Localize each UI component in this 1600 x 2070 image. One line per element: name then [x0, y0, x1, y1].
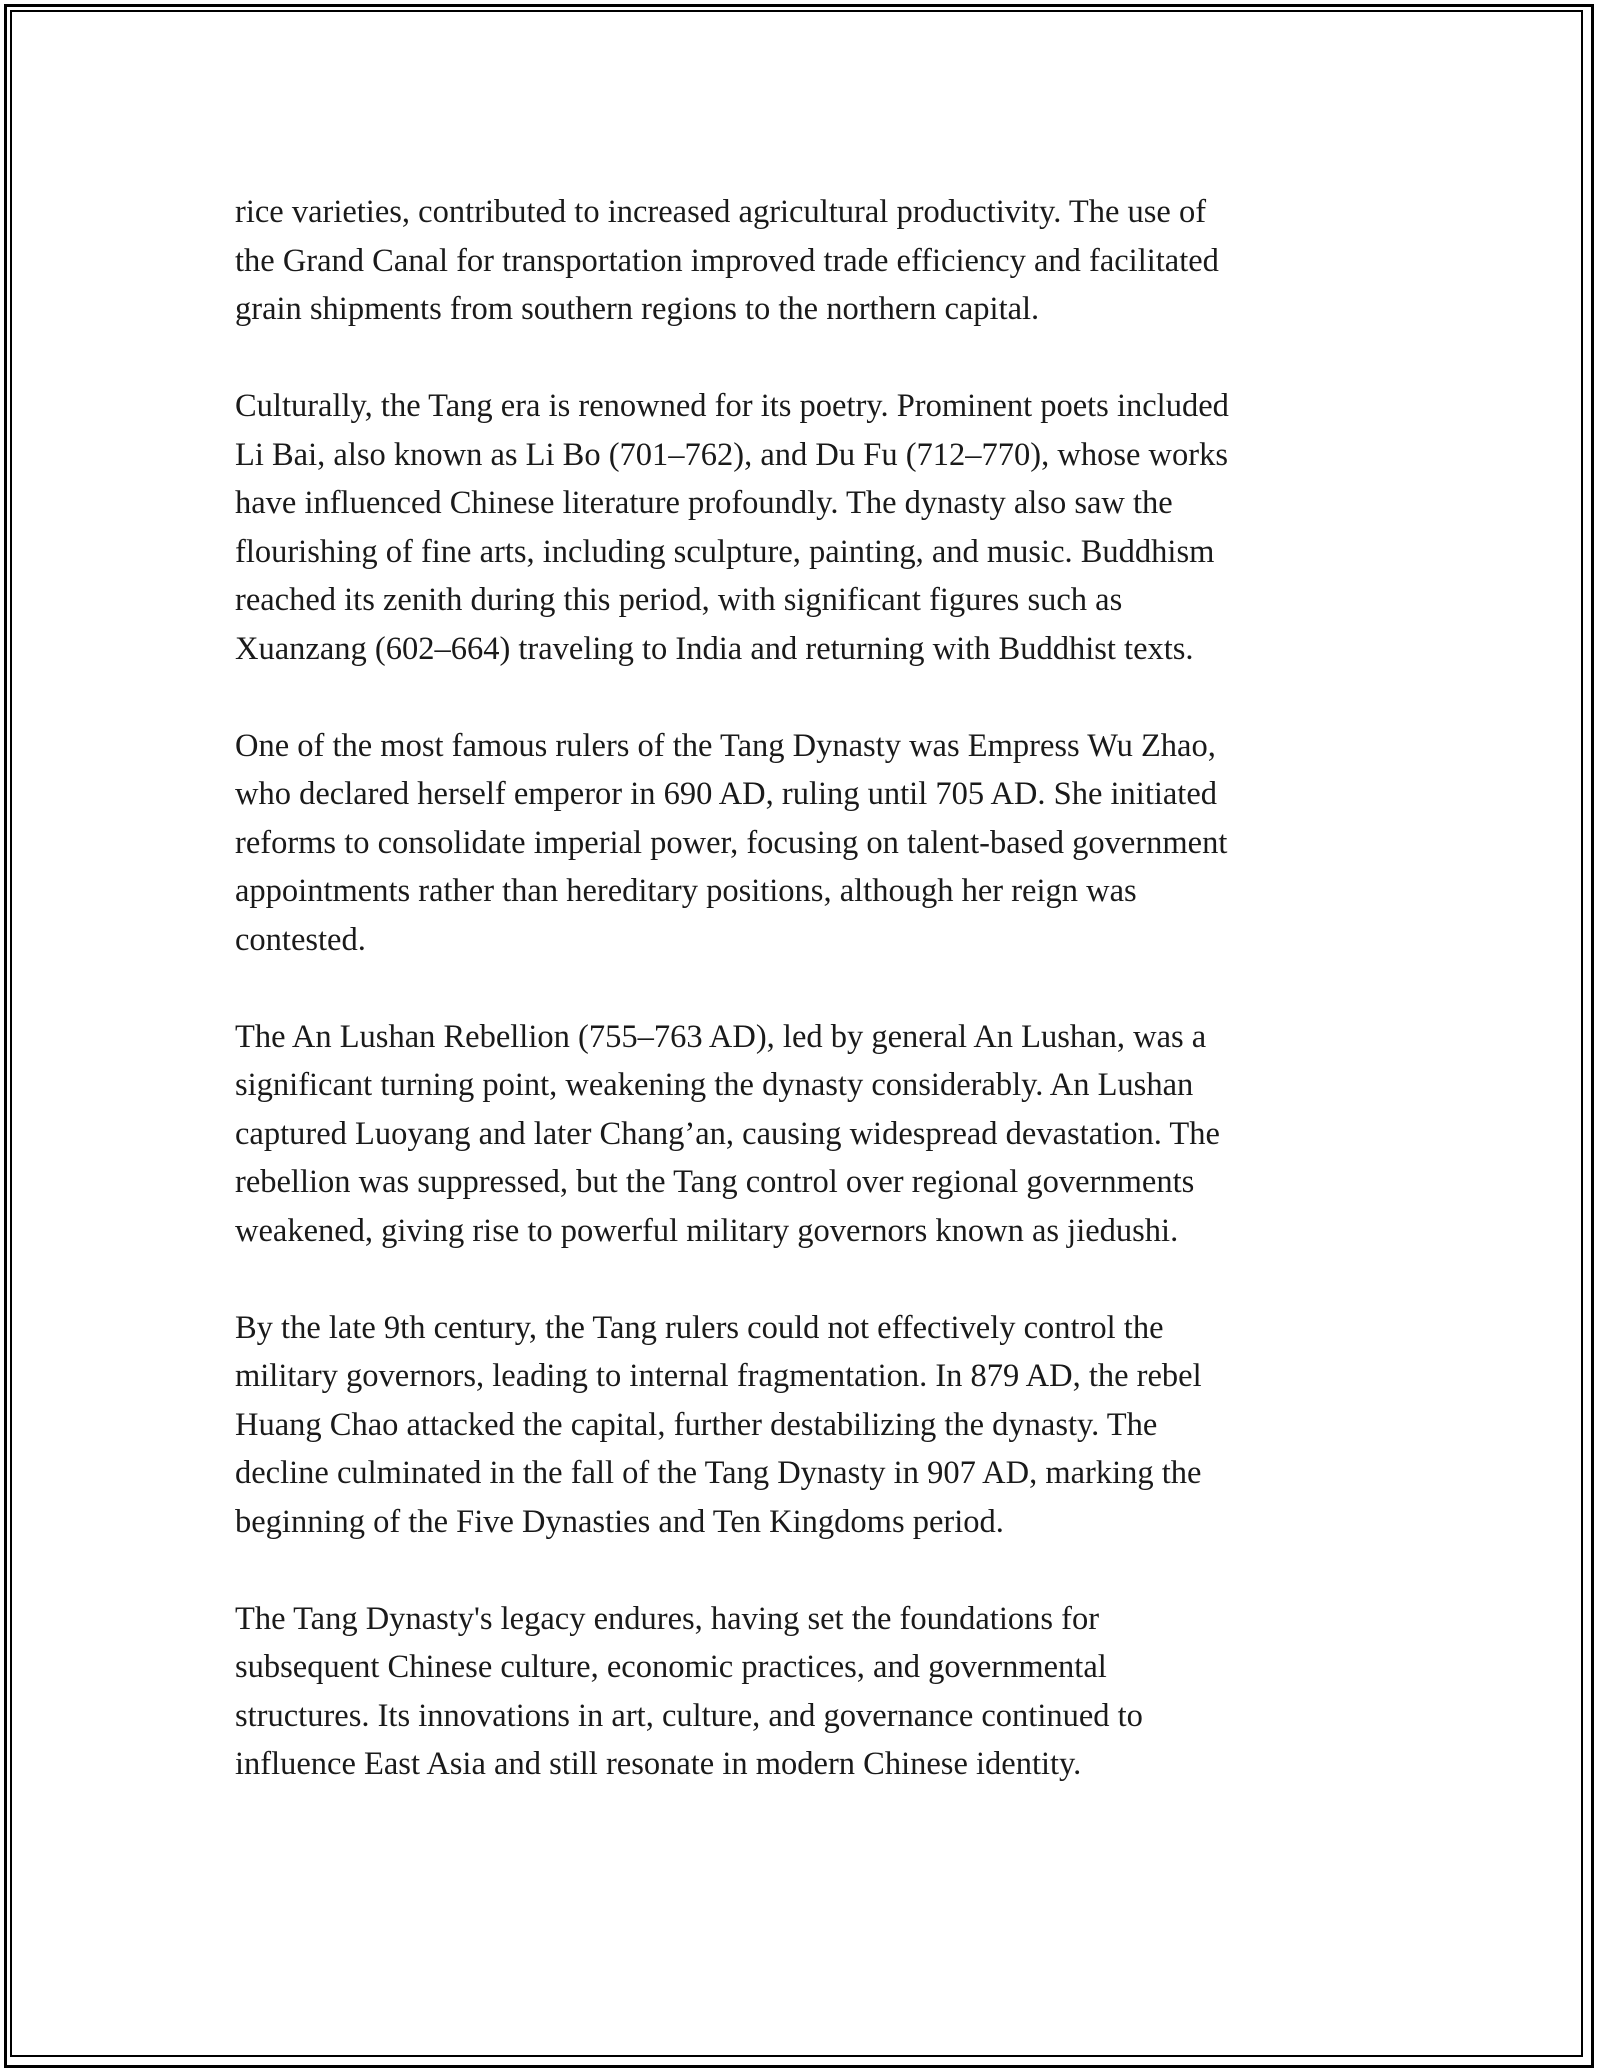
text-line: By the late 9th century, the Tang rulers could not effectively control the	[235, 1309, 1164, 1346]
text-line: the Grand Canal for transportation improved trade efficiency and facilitated	[235, 242, 1219, 279]
text-line: captured Luoyang and later Chang’an, causing widespread devastation. The	[235, 1115, 1220, 1152]
paragraph-legacy	[235, 1595, 1375, 1789]
text-line: One of the most famous rulers of the Tang Dynasty was Empress Wu Zhao,	[235, 727, 1216, 764]
text-line: influence East Asia and still resonate in modern Chinese identity.	[235, 1746, 1082, 1782]
text-line: grain shipments from southern regions to the northern capital.	[235, 291, 1040, 327]
paragraph-an-lushan	[235, 1013, 1375, 1256]
text-line: significant turning point, weakening the dynasty considerably. An Lushan	[235, 1067, 1194, 1103]
text-line: The Tang Dynasty's legacy endures, having set the foundations for	[235, 1600, 1100, 1637]
text-line: flourishing of fine arts, including sculpture, painting, and music. Buddhism	[235, 533, 1215, 570]
text-line: The An Lushan Rebellion (755–763 AD), led by general An Lushan, was a	[235, 1018, 1207, 1055]
text-line: Xuanzang (602–664) traveling to India and returning with Buddhist texts.	[235, 630, 1194, 667]
text-line: subsequent Chinese culture, economic practices, and governmental	[235, 1649, 1107, 1685]
paragraph-empress-wu	[235, 722, 1375, 965]
paragraph-decline	[235, 1304, 1375, 1547]
text-line: have influenced Chinese literature profoundly. The dynasty also saw the	[235, 485, 1173, 521]
text-line: rebellion was suppressed, but the Tang control over regional governments	[235, 1164, 1195, 1200]
text-line: appointments rather than hereditary positions, although her reign was	[235, 873, 1137, 909]
text-line: structures. Its innovations in art, culture, and governance continued to	[235, 1697, 1143, 1734]
text-line: beginning of the Five Dynasties and Ten Kingdoms period.	[235, 1503, 1004, 1540]
text-line: who declared herself emperor in 690 AD, ruling until 705 AD. She initiated	[235, 776, 1218, 812]
text-line: Li Bai, also known as Li Bo (701–762), and Du Fu (712–770), whose works	[235, 436, 1228, 473]
text-line: rice varieties, contributed to increased agricultural productivity. The use of	[235, 194, 1207, 230]
text-line: Huang Chao attacked the capital, further destabilizing the dynasty. The	[235, 1406, 1158, 1443]
text-line: reforms to consolidate imperial power, focusing on talent-based government	[235, 824, 1228, 861]
document-body	[235, 188, 1375, 1837]
text-line: reached its zenith during this period, with significant figures such as	[235, 582, 1123, 618]
text-line: contested.	[235, 921, 366, 958]
paragraph-agriculture	[235, 188, 1375, 334]
text-line: military governors, leading to internal fragmentation. In 879 AD, the rebel	[235, 1358, 1202, 1394]
text-line: Culturally, the Tang era is renowned for its poetry. Prominent poets included	[235, 388, 1229, 424]
text-line: decline culminated in the fall of the Tang Dynasty in 907 AD, marking the	[235, 1455, 1202, 1491]
text-line: weakened, giving rise to powerful military governors known as jiedushi.	[235, 1212, 1179, 1249]
paragraph-culture	[235, 382, 1375, 673]
